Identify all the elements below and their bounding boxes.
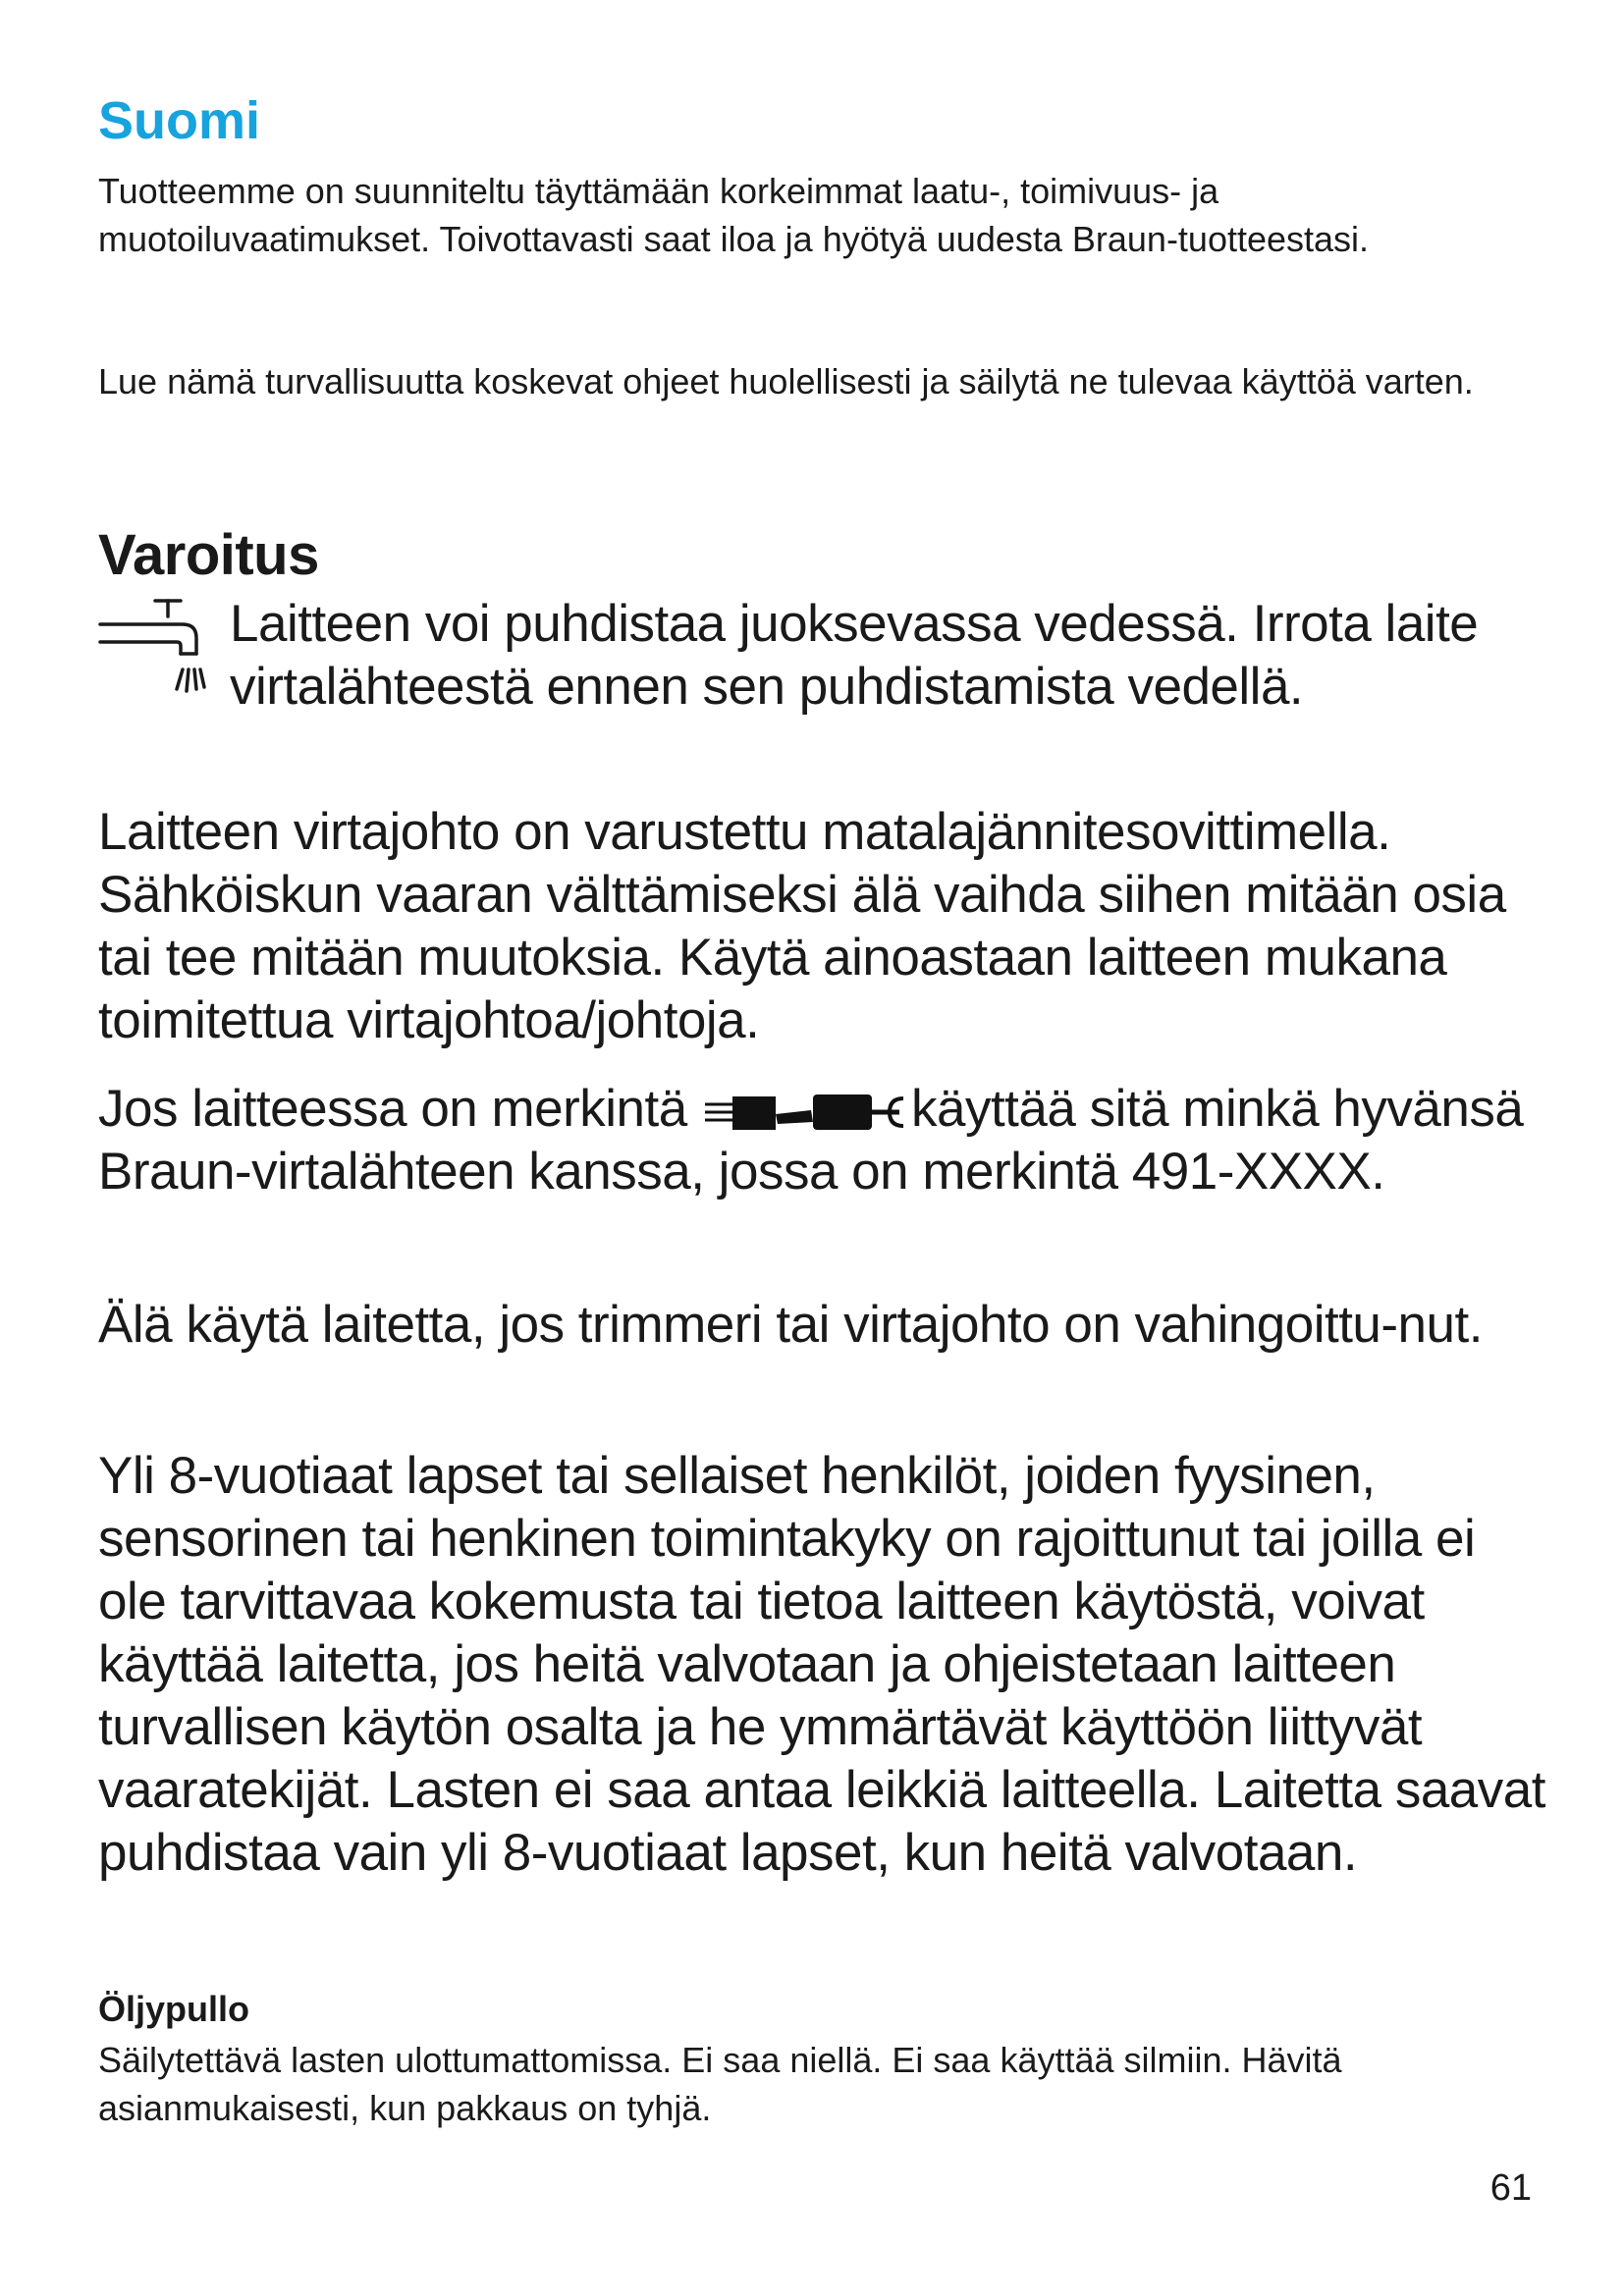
children-supervision-paragraph: Yli 8-vuotiaat lapset tai sellaiset henkilöt, joiden fyysinen, sensorinen tai henkinen toimintakyky on rajoittunut tai joilla ei ole tarvittavaa kokemusta tai tietoa laitteen käytöstä, voivat käyttää laitetta, jos heitä valvotaan ja ohjeistetaan laitteen turvallisen käytön osalta ja he ymmärtävät käyttöön liittyvät vaaratekijät. Lasten ei saa antaa leikkiä laitteella. Laitetta saavat puhdistaa vain yli 8-vuotiaat lapset, kun heitä valvotaan.: [98, 1447, 1545, 1882]
faucet-icon: [98, 591, 206, 709]
warning-heading: Varoitus: [98, 523, 319, 587]
safety-instructions-note: Lue nämä turvallisuutta koskevat ohjeet huolellisesti ja säilytä ne tulevaa käyttöä varten.: [98, 361, 1474, 401]
oil-bottle-heading: Öljypullo: [98, 1989, 250, 2029]
marking-text-before: Jos laitteessa on merkintä: [98, 1080, 687, 1138]
water-cleaning-note: Laitteen voi puhdistaa juoksevassa vedessä. Irrota laite virtalähteestä ennen sen puhdistamista vedellä.: [230, 595, 1479, 716]
marking-paragraph: [98, 1078, 1551, 1203]
language-heading: Suomi: [98, 91, 261, 150]
damage-warning-paragraph: Älä käytä laitetta, jos trimmeri tai virtajohto on vahingoittu-nut.: [98, 1296, 1483, 1354]
oil-bottle-text: Säilytettävä lasten ulottumattomissa. Ei saa niellä. Ei saa käyttää silmiin. Hävitä asianmukaisesti, kun pakkaus on tyhjä.: [98, 2040, 1342, 2128]
page-number: 61: [1489, 2167, 1532, 2209]
intro-paragraph: Tuotteemme on suunniteltu täyttämään korkeimmat laatu-, toimivuus- ja muotoiluvaatimukset. Toivottavasti saat iloa ja hyötyä uudesta Braun-tuotteestasi.: [98, 171, 1370, 259]
marking-text-after: käyttää sitä minkä hyvänsä Braun-virtalähteen kanssa, jossa on merkintä 491-XXXX.: [98, 1080, 1524, 1201]
power-cord-paragraph: Laitteen virtajohto on varustettu matalajännitesovittimella. Sähköiskun vaaran välttämiseksi älä vaihda siihen mitään osia tai tee mitään muutoksia. Käytä ainoastaan laitteen mukana toimitettua virtajohtoa/johtoja.: [98, 803, 1506, 1049]
redacted-marking-symbol: [703, 1091, 909, 1134]
